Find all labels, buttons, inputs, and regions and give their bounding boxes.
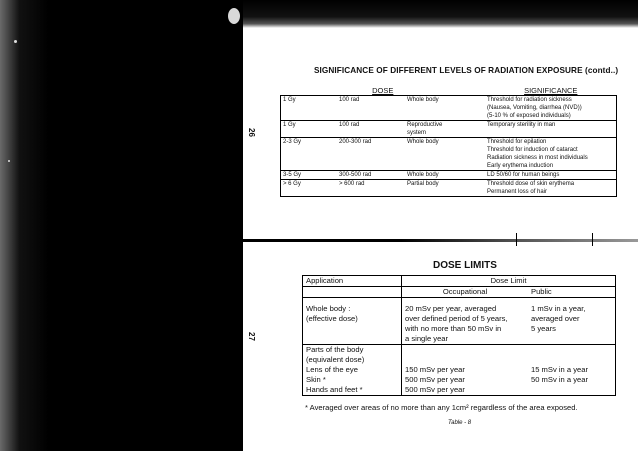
dose-limits-table xyxy=(302,275,616,396)
dose-gy-cell: 2-3 Gy xyxy=(281,138,338,147)
significance-cell: Threshold for radiation sickness xyxy=(485,96,617,105)
page-number: 27 xyxy=(246,332,256,341)
cell-line xyxy=(531,385,612,395)
dose-gy-cell xyxy=(281,162,338,171)
scan-artifact xyxy=(8,160,10,162)
cell-line xyxy=(531,355,612,365)
application-header: Application xyxy=(303,276,402,287)
dose-gy-cell xyxy=(281,129,338,138)
whole-body-application xyxy=(303,304,402,345)
table-row xyxy=(281,104,617,112)
cell-line: 20 mSv per year, averaged xyxy=(405,303,497,313)
significance-header: SIGNIFICANCE xyxy=(524,86,578,95)
cell-line: 50 mSv in a year xyxy=(531,374,588,384)
table-header-row xyxy=(281,87,617,96)
cell-line: Hands and feet * xyxy=(306,384,363,394)
cell-line: 500 mSv per year xyxy=(405,374,465,384)
footnote: * Averaged over areas of no more than any 1cm² regardless of the area exposed. xyxy=(305,403,578,412)
dose-gy-cell: > 6 Gy xyxy=(281,180,338,189)
body-part-cell xyxy=(405,162,485,171)
table-header-row xyxy=(303,276,616,287)
dose-header: DOSE xyxy=(372,86,394,95)
dose-rad-cell: 100 rad xyxy=(337,121,405,130)
cell-line xyxy=(405,345,525,355)
table-row xyxy=(303,304,616,345)
body-part-cell: system xyxy=(407,130,427,136)
significance-cell: (Nausea, Vomiting, diarrhea (NVD)) xyxy=(485,104,617,112)
body-part-cell xyxy=(405,112,485,121)
cell-line: Skin * xyxy=(306,374,326,384)
parts-application xyxy=(303,344,402,395)
significance-cell: Threshold for induction of cataract xyxy=(485,146,617,154)
body-part-cell: Partial body xyxy=(405,180,485,189)
dose-rad-cell xyxy=(337,112,405,121)
table-row xyxy=(281,112,617,121)
dose-rad-cell: 100 rad xyxy=(337,96,405,105)
significance-cell: Threshold dose of skin erythema xyxy=(485,180,617,189)
table-row xyxy=(281,96,617,105)
whole-body-public xyxy=(528,304,616,345)
divider-mark xyxy=(516,233,517,246)
dose-rad-cell xyxy=(337,154,405,162)
public-header: Public xyxy=(528,287,616,298)
table-row xyxy=(281,146,617,154)
dose-rad-cell: 200-300 rad xyxy=(337,138,405,147)
dose-gy-cell xyxy=(281,188,338,197)
dose-gy-cell: 1 Gy xyxy=(281,121,338,130)
dose-rad-cell xyxy=(337,188,405,197)
parts-occupational xyxy=(402,344,529,395)
occupational-header: Occupational xyxy=(402,287,529,298)
scan-artifact xyxy=(14,40,17,43)
cell-line: 150 mSv per year xyxy=(405,364,465,374)
table-row xyxy=(281,188,617,197)
cell-line: Parts of the body xyxy=(306,344,364,354)
cell-line xyxy=(405,355,525,365)
dose-gy-cell xyxy=(281,146,338,154)
significance-cell: LD 50/60 for human beings xyxy=(485,171,617,180)
table-row xyxy=(281,138,617,147)
dose-rad-cell: > 600 rad xyxy=(337,180,405,189)
whole-body-occupational xyxy=(402,304,529,345)
scan-artifact xyxy=(228,8,240,24)
top-scan-edge xyxy=(243,0,638,28)
dose-rad-cell: 300-500 rad xyxy=(337,171,405,180)
cell-line: (effective dose) xyxy=(306,313,358,323)
table-row xyxy=(281,121,617,130)
dose-rad-cell xyxy=(337,129,405,138)
table-row xyxy=(281,171,617,180)
table-caption: Table - 8 xyxy=(448,420,472,426)
cell-line: 15 mSv in a year xyxy=(531,364,588,374)
exposure-rows xyxy=(281,96,617,197)
significance-cell: Temporary sterility in man xyxy=(485,121,617,130)
divider-mark xyxy=(592,233,593,246)
cell-line: 500 mSv per year xyxy=(405,384,465,394)
dose-gy-cell: 1 Gy xyxy=(281,96,338,105)
significance-cell: Permanent loss of hair xyxy=(485,188,617,197)
cell-line xyxy=(531,345,612,355)
body-part-cell xyxy=(405,154,485,162)
significance-cell xyxy=(485,129,617,138)
dose-limit-header: Dose Limit xyxy=(402,276,616,287)
cell-line: Lens of the eye xyxy=(306,364,358,374)
cell-line: 1 mSv in a year, xyxy=(531,303,586,313)
dose-rad-cell xyxy=(337,104,405,112)
cell-line: averaged over xyxy=(531,313,580,323)
table-subheader-row xyxy=(303,287,616,298)
table-row xyxy=(281,129,617,138)
exposure-table xyxy=(280,87,617,197)
body-part-cell xyxy=(405,146,485,154)
scanner-shadow xyxy=(0,0,243,451)
body-part-cell: Whole body xyxy=(405,138,485,147)
body-part-cell xyxy=(405,104,485,112)
parts-public xyxy=(528,344,616,395)
body-part-cell: Reproductive xyxy=(405,121,485,130)
dose-gy-cell xyxy=(281,104,338,112)
table-row xyxy=(281,154,617,162)
dose-gy-cell xyxy=(281,154,338,162)
body-part-cell: Whole body xyxy=(405,171,485,180)
exposure-title: SIGNIFICANCE OF DIFFERENT LEVELS OF RADIATION EXPOSURE (contd..) xyxy=(314,66,619,75)
cell-line: (equivalent dose) xyxy=(306,354,365,364)
cell-line: over defined period of 5 years, xyxy=(405,313,508,323)
body-part-cell: Whole body xyxy=(405,96,485,105)
cell-line: with no more than 50 mSv in xyxy=(405,323,502,333)
table-row xyxy=(281,180,617,189)
cell-line: 5 years xyxy=(531,323,556,333)
dose-rad-cell xyxy=(337,162,405,171)
dose-rad-cell xyxy=(337,146,405,154)
cell-line: Whole body : xyxy=(306,303,351,313)
body-part-cell xyxy=(405,188,485,197)
significance-cell: Threshold for epilation xyxy=(485,138,617,147)
significance-cell: (5-10 % of exposed individuals) xyxy=(485,112,617,121)
dose-gy-cell: 3-5 Gy xyxy=(281,171,338,180)
page-divider xyxy=(243,239,638,242)
significance-cell: Radiation sickness in most individuals xyxy=(485,154,617,162)
dose-gy-cell xyxy=(281,112,338,121)
table-row xyxy=(303,344,616,395)
table-row xyxy=(281,162,617,171)
cell-line: a single year xyxy=(405,333,449,343)
page-number: 26 xyxy=(246,128,256,137)
dose-limits-title: DOSE LIMITS xyxy=(433,260,497,271)
significance-cell: Early erythema induction xyxy=(485,162,617,171)
